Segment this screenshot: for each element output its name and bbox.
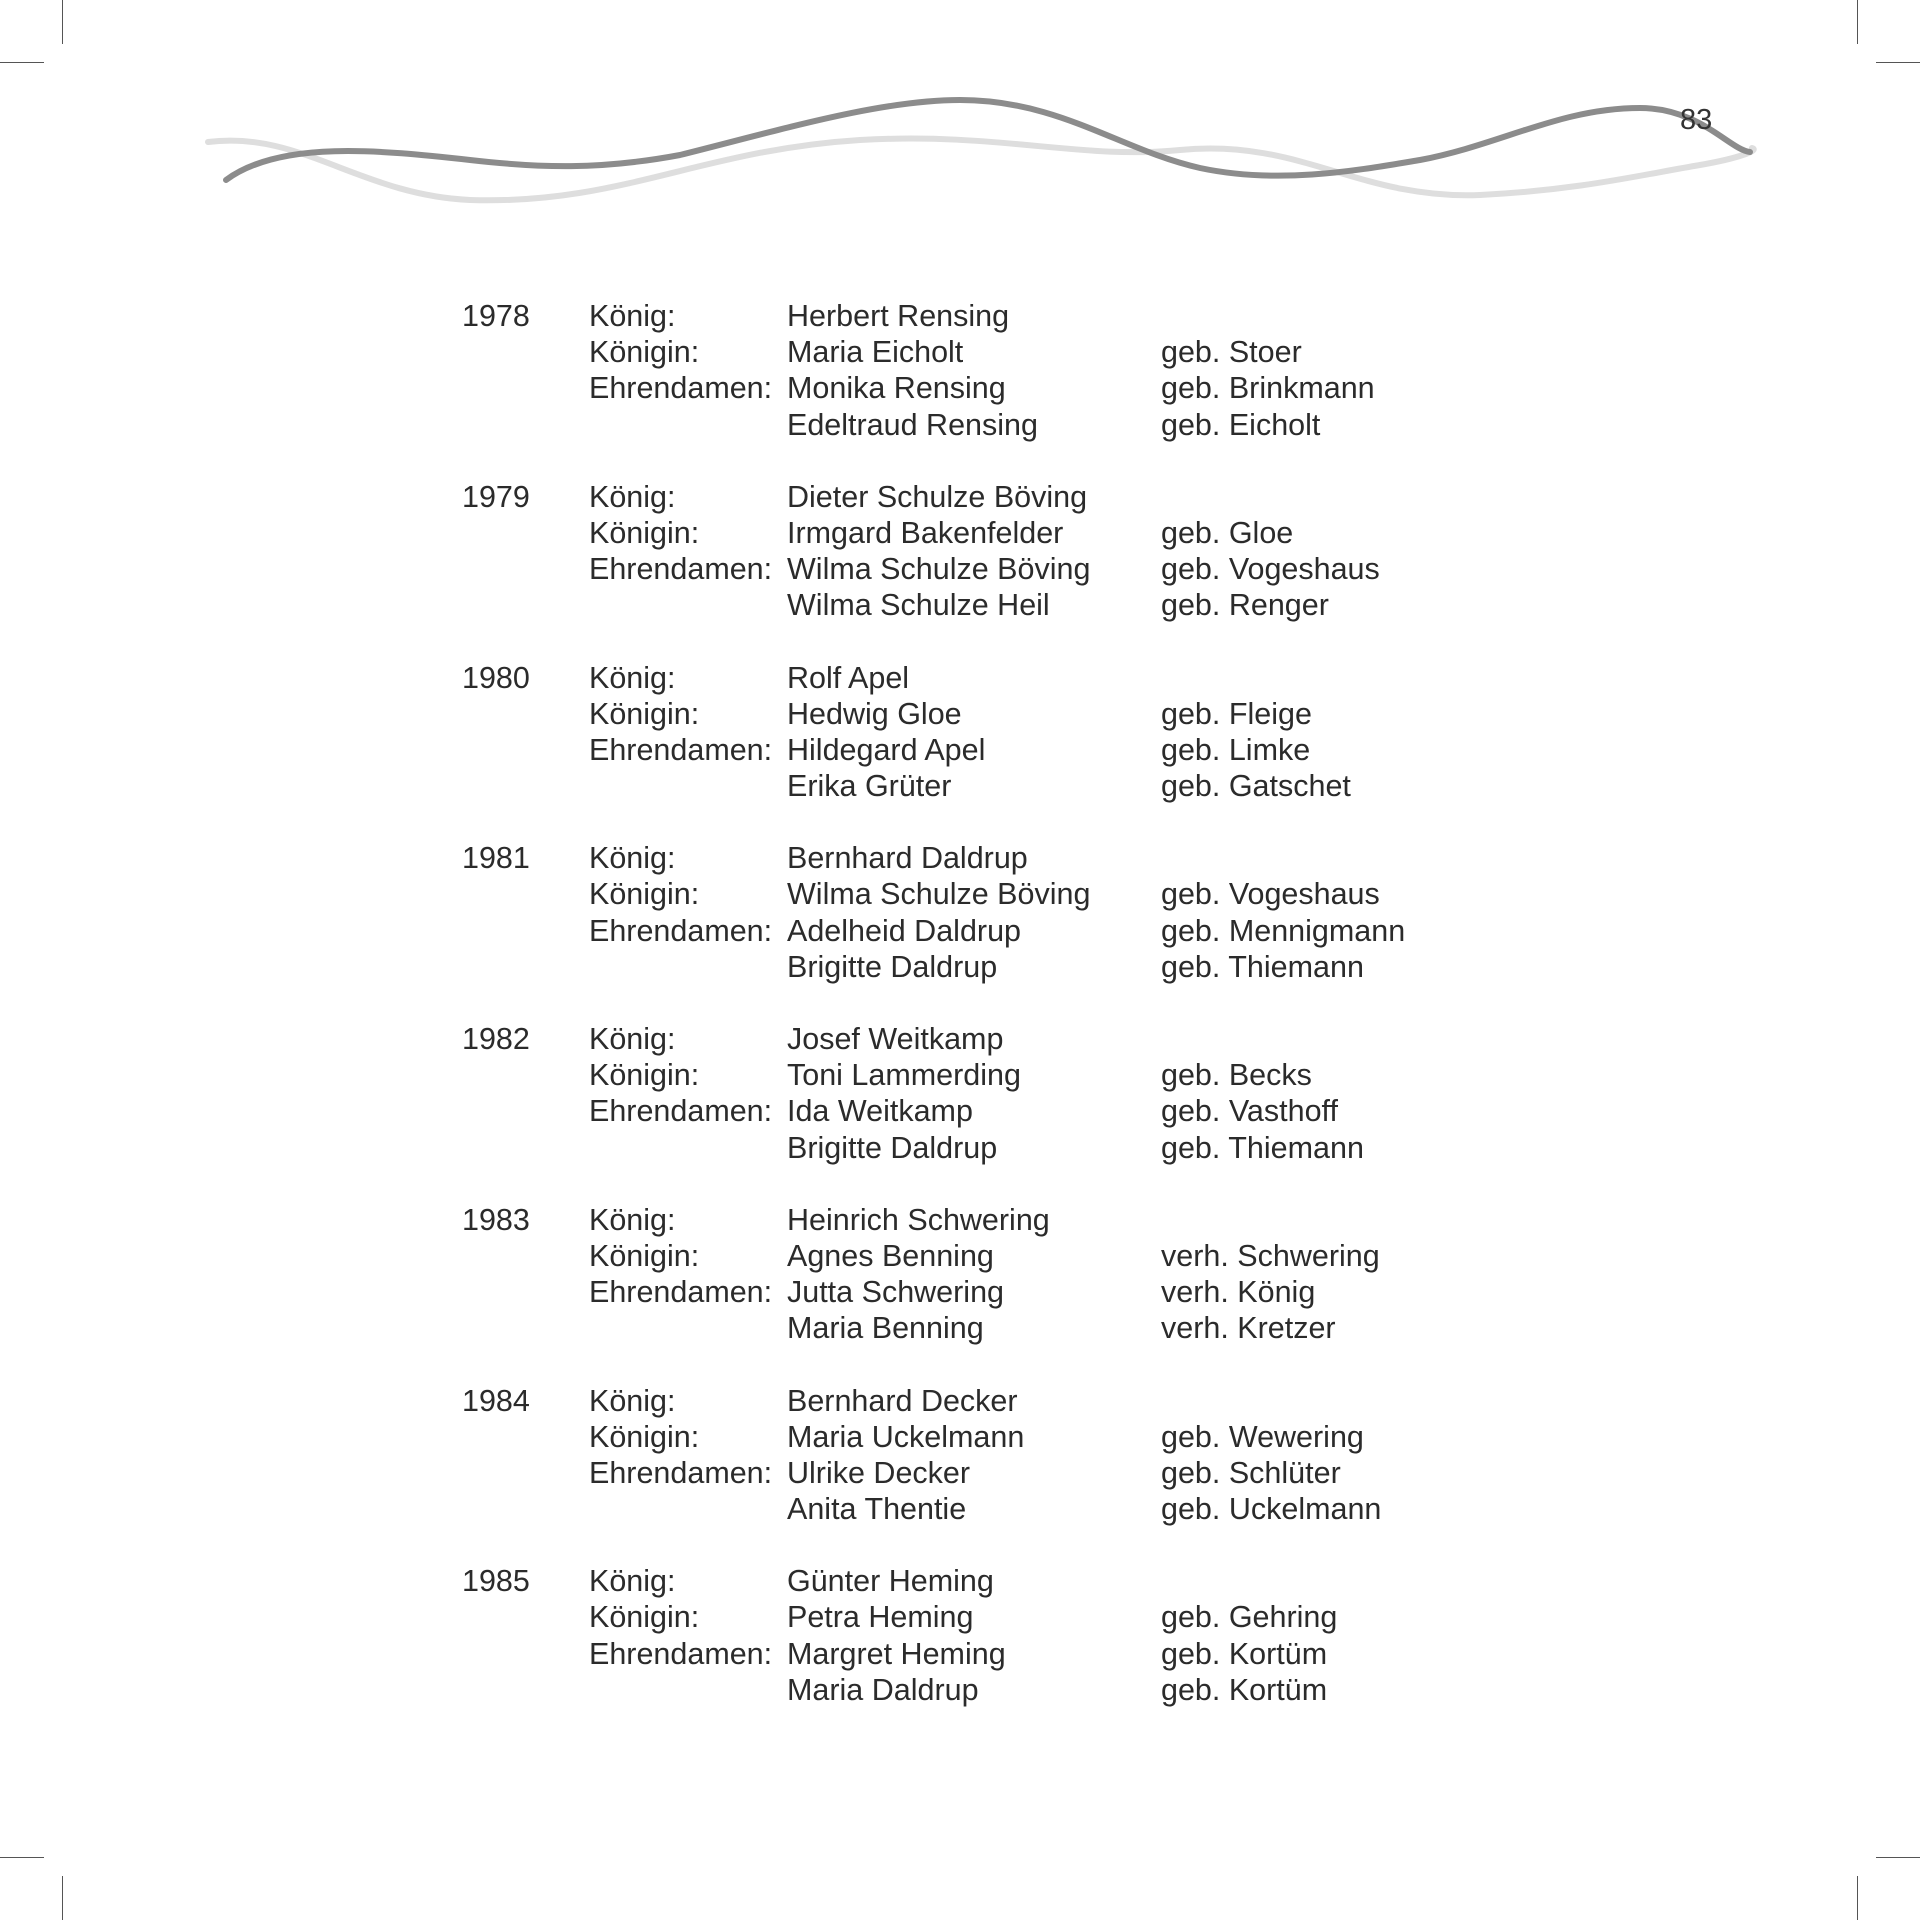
year-entry <box>462 479 1562 624</box>
entry-row <box>462 1021 1562 1057</box>
entry-maiden-name: geb. Vasthoff <box>1161 1094 1338 1129</box>
entry-role: König: <box>589 1383 676 1418</box>
entry-row <box>462 1310 1562 1346</box>
entry-name: Margret Heming <box>787 1636 1006 1671</box>
entry-role: König: <box>589 479 676 514</box>
entry-role: Königin: <box>589 1600 700 1635</box>
entry-role: Ehrendamen: <box>589 552 773 587</box>
entry-row <box>462 1455 1562 1491</box>
entry-year: 1980 <box>462 660 530 695</box>
entry-role: König: <box>589 1202 676 1237</box>
crop-mark-bottom-right-horizontal <box>1876 1857 1920 1858</box>
entry-name: Rolf Apel <box>787 660 910 695</box>
entry-maiden-name: geb. Wewering <box>1161 1419 1364 1454</box>
entry-name: Bernhard Decker <box>787 1383 1018 1418</box>
entry-maiden-name: geb. Fleige <box>1161 696 1312 731</box>
entry-name: Maria Benning <box>787 1311 984 1346</box>
entry-row <box>462 1563 1562 1599</box>
entry-name: Heinrich Schwering <box>787 1202 1050 1237</box>
entry-role: Ehrendamen: <box>589 732 773 767</box>
entry-row <box>462 407 1562 443</box>
entry-maiden-name: geb. Becks <box>1161 1058 1312 1093</box>
entry-name: Wilma Schulze Böving <box>787 552 1091 587</box>
crop-mark-bottom-left-vertical <box>62 1876 63 1920</box>
entry-name: Josef Weitkamp <box>787 1022 1004 1056</box>
entry-name: Maria Eicholt <box>787 335 964 370</box>
entry-row <box>462 551 1562 587</box>
entry-maiden-name: geb. Schlüter <box>1161 1455 1341 1490</box>
entry-row <box>462 479 1562 515</box>
year-entry <box>462 840 1562 985</box>
schuetzenkoenig-list <box>462 298 1562 1744</box>
header-wave-decoration <box>0 0 1920 260</box>
entry-name: Maria Uckelmann <box>787 1419 1025 1454</box>
entry-name: Dieter Schulze Böving <box>787 479 1088 514</box>
entry-row <box>462 1672 1562 1708</box>
year-entry <box>462 1021 1562 1166</box>
year-entry <box>462 298 1562 443</box>
entry-row <box>462 1636 1562 1672</box>
entry-name: Ida Weitkamp <box>787 1094 973 1129</box>
entry-name: Ulrike Decker <box>787 1455 971 1490</box>
entry-row <box>462 587 1562 623</box>
entry-row <box>462 660 1562 696</box>
entry-year: 1981 <box>462 841 530 876</box>
entry-maiden-name: geb. Mennigmann <box>1161 913 1406 948</box>
entry-maiden-name: verh. Kretzer <box>1161 1311 1336 1346</box>
entry-role: König: <box>589 1564 676 1599</box>
entry-name: Petra Heming <box>787 1600 974 1635</box>
entry-year: 1978 <box>462 299 530 333</box>
entry-maiden-name: geb. Limke <box>1161 732 1311 767</box>
entry-maiden-name: geb. Gloe <box>1161 515 1294 550</box>
entry-role: Königin: <box>589 1238 700 1273</box>
entry-name: Monika Rensing <box>787 371 1006 406</box>
entry-row <box>462 840 1562 876</box>
entry-name: Brigitte Daldrup <box>787 949 998 984</box>
crop-mark-bottom-right-vertical <box>1857 1876 1858 1920</box>
entry-maiden-name: geb. Brinkmann <box>1161 371 1375 406</box>
entry-role: Königin: <box>589 515 700 550</box>
entry-row <box>462 298 1562 334</box>
entry-row <box>462 768 1562 804</box>
entry-maiden-name: geb. Gehring <box>1161 1600 1338 1635</box>
entry-maiden-name: geb. Vogeshaus <box>1161 877 1380 912</box>
year-entry <box>462 1563 1562 1708</box>
entry-maiden-name: geb. Vogeshaus <box>1161 552 1380 587</box>
entry-role: Ehrendamen: <box>589 371 773 406</box>
entry-name: Toni Lammerding <box>787 1058 1021 1093</box>
entry-name: Irmgard Bakenfelder <box>787 515 1064 550</box>
entry-year: 1982 <box>462 1022 530 1056</box>
entry-row <box>462 913 1562 949</box>
entry-year: 1985 <box>462 1564 530 1599</box>
entry-maiden-name: geb. Uckelmann <box>1161 1492 1382 1527</box>
entry-name: Hedwig Gloe <box>787 696 962 731</box>
entry-row <box>462 876 1562 912</box>
entry-role: Ehrendamen: <box>589 913 773 948</box>
entry-row <box>462 1130 1562 1166</box>
entry-row <box>462 732 1562 768</box>
entry-role: Ehrendamen: <box>589 1094 773 1129</box>
entry-maiden-name: geb. Stoer <box>1161 335 1302 370</box>
entry-row <box>462 1093 1562 1129</box>
entry-name: Maria Daldrup <box>787 1672 979 1707</box>
entry-row <box>462 1057 1562 1093</box>
entry-row <box>462 1491 1562 1527</box>
entry-name: Erika Grüter <box>787 769 952 804</box>
entry-name: Bernhard Daldrup <box>787 841 1028 876</box>
entry-year: 1984 <box>462 1383 530 1418</box>
entry-name: Agnes Benning <box>787 1238 994 1273</box>
entry-name: Günter Heming <box>787 1564 994 1599</box>
entry-maiden-name: geb. Gatschet <box>1161 769 1351 804</box>
entry-row <box>462 949 1562 985</box>
entry-row <box>462 1419 1562 1455</box>
entry-name: Wilma Schulze Heil <box>787 588 1050 623</box>
entry-row <box>462 1383 1562 1419</box>
entry-name: Brigitte Daldrup <box>787 1130 998 1165</box>
entry-name: Wilma Schulze Böving <box>787 877 1091 912</box>
entry-row <box>462 1274 1562 1310</box>
page-number: 83 <box>1680 104 1713 136</box>
entry-role: Königin: <box>589 1058 700 1093</box>
entry-name: Jutta Schwering <box>787 1275 1004 1310</box>
entry-maiden-name: verh. König <box>1161 1275 1316 1310</box>
year-entry <box>462 660 1562 805</box>
light-wave <box>208 139 1754 201</box>
year-entry <box>462 1383 1562 1528</box>
entry-row <box>462 1202 1562 1238</box>
entry-name: Edeltraud Rensing <box>787 407 1038 442</box>
entry-role: Königin: <box>589 335 700 370</box>
entry-maiden-name: verh. Schwering <box>1161 1238 1380 1273</box>
entry-role: König: <box>589 1022 676 1056</box>
entry-role: König: <box>589 841 676 876</box>
entry-maiden-name: geb. Kortüm <box>1161 1636 1328 1671</box>
crop-mark-bottom-left-horizontal <box>0 1857 44 1858</box>
entry-row <box>462 515 1562 551</box>
entry-role: Ehrendamen: <box>589 1636 773 1671</box>
entry-maiden-name: geb. Eicholt <box>1161 407 1321 442</box>
entry-role: Königin: <box>589 1419 700 1454</box>
entry-role: König: <box>589 660 676 695</box>
entry-name: Herbert Rensing <box>787 299 1010 333</box>
entry-row <box>462 1599 1562 1635</box>
entry-row <box>462 334 1562 370</box>
entry-year: 1983 <box>462 1202 530 1237</box>
entry-role: Ehrendamen: <box>589 1275 773 1310</box>
entry-role: Ehrendamen: <box>589 1455 773 1490</box>
entry-maiden-name: geb. Thiemann <box>1161 1130 1364 1165</box>
entry-maiden-name: geb. Kortüm <box>1161 1672 1328 1707</box>
entry-role: Königin: <box>589 877 700 912</box>
entry-name: Hildegard Apel <box>787 732 986 767</box>
entry-row <box>462 696 1562 732</box>
entry-row <box>462 370 1562 406</box>
entry-name: Adelheid Daldrup <box>787 913 1021 948</box>
entry-row <box>462 1238 1562 1274</box>
entry-year: 1979 <box>462 479 530 514</box>
entry-role: Königin: <box>589 696 700 731</box>
entry-maiden-name: geb. Renger <box>1161 588 1329 623</box>
entry-name: Anita Thentie <box>787 1492 967 1527</box>
entry-maiden-name: geb. Thiemann <box>1161 949 1364 984</box>
entry-role: König: <box>589 299 676 333</box>
year-entry <box>462 1202 1562 1347</box>
